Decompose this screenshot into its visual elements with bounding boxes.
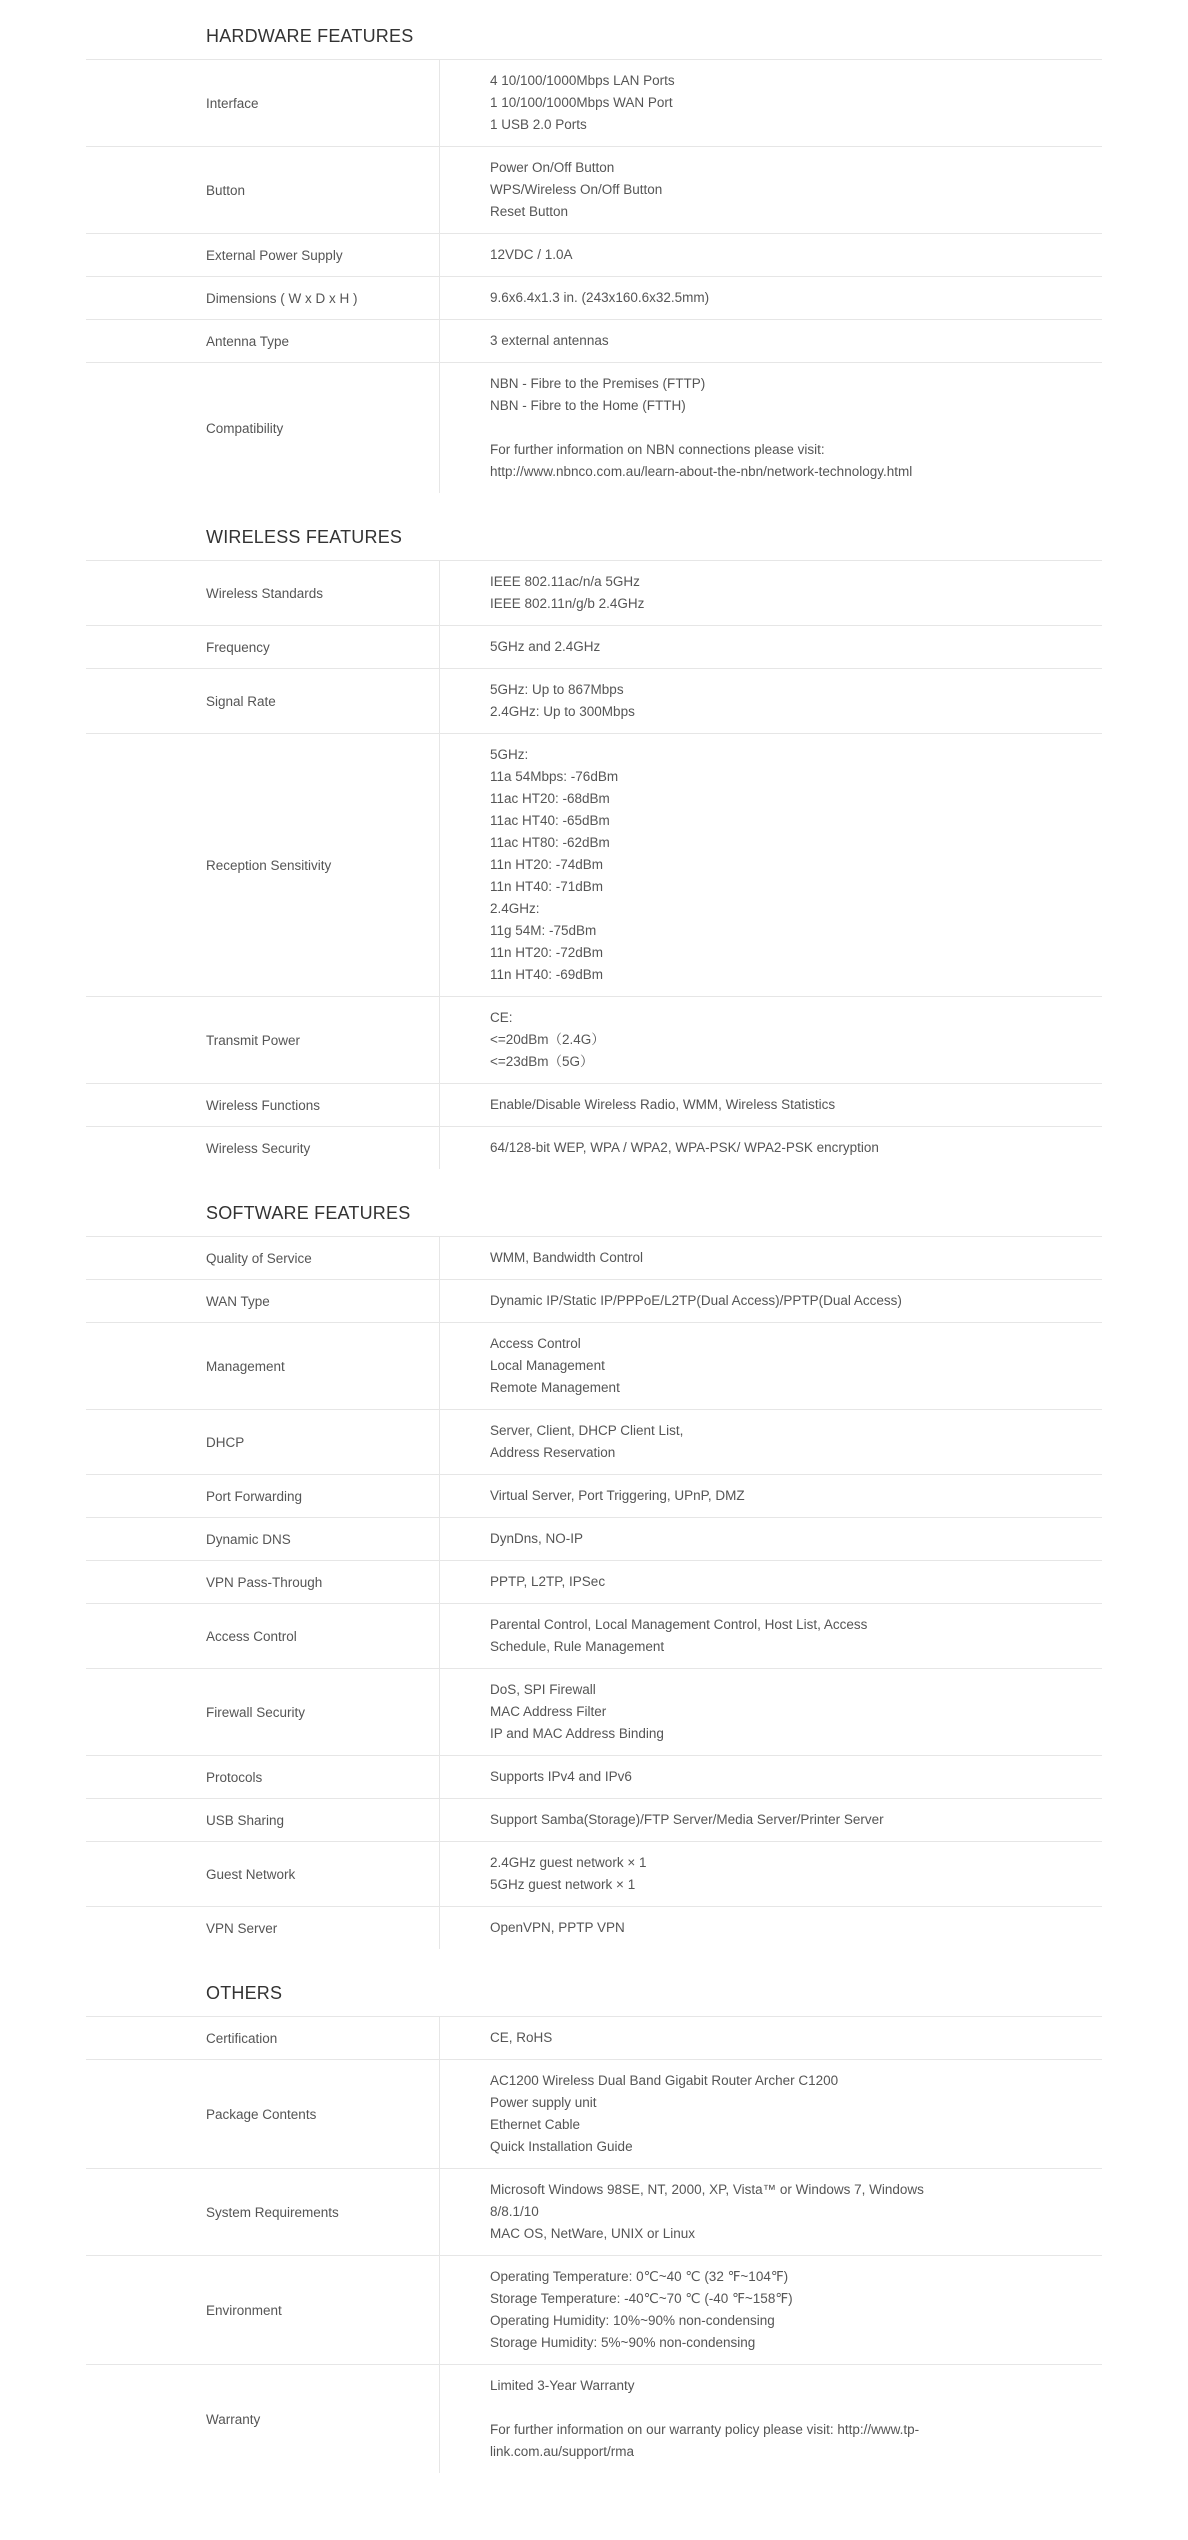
spec-label: Wireless Standards <box>86 561 440 625</box>
spec-value-line: 12VDC / 1.0A <box>490 247 573 262</box>
spec-value <box>440 2256 980 2364</box>
spec-value-line: Supports IPv4 and IPv6 <box>490 1769 632 1784</box>
spec-row-guest-network <box>86 1841 1102 1906</box>
spec-value-line: 5GHz and 2.4GHz <box>490 639 601 654</box>
spec-value-line: IP and MAC Address Binding <box>490 1726 664 1741</box>
spec-value <box>440 1323 980 1409</box>
section-title: HARDWARE FEATURES <box>206 26 414 46</box>
spec-label: DHCP <box>86 1410 440 1474</box>
spec-label: Interface <box>86 60 440 146</box>
spec-row-environment <box>86 2255 1102 2364</box>
spec-value-line: Operating Humidity: 10%~90% non-condensing <box>490 2313 775 2328</box>
spec-label: WAN Type <box>86 1280 440 1322</box>
spec-label: Wireless Security <box>86 1127 440 1169</box>
spec-value <box>440 1669 980 1755</box>
spec-value-line: 11a 54Mbps: -76dBm <box>490 769 619 784</box>
spec-value <box>440 1756 980 1798</box>
spec-value-line: Dynamic IP/Static IP/PPPoE/L2TP(Dual Access)/PPTP(Dual Access) <box>490 1293 902 1308</box>
spec-value-line: 11n HT40: -69dBm <box>490 967 604 982</box>
spec-value <box>440 2169 980 2255</box>
spec-value-line: 11n HT20: -74dBm <box>490 857 604 872</box>
spec-value-line: 2.4GHz: <box>490 901 540 916</box>
spec-value-line: CE: <box>490 1010 513 1025</box>
spec-value-line: Remote Management <box>490 1380 620 1395</box>
spec-value-line: AC1200 Wireless Dual Band Gigabit Router Archer C1200 <box>490 2073 839 2088</box>
section-title: SOFTWARE FEATURES <box>206 1203 411 1223</box>
spec-value-line: 11g 54M: -75dBm <box>490 923 597 938</box>
spec-label: Warranty <box>86 2365 440 2473</box>
spec-row-warranty <box>86 2364 1102 2473</box>
spec-value <box>440 1604 980 1668</box>
spec-row-vpn-pass-through <box>86 1560 1102 1603</box>
spec-value <box>440 2017 980 2059</box>
spec-value-line: PPTP, L2TP, IPSec <box>490 1574 606 1589</box>
spec-value-line <box>490 2397 960 2419</box>
spec-value-line: 5GHz: Up to 867Mbps <box>490 682 624 697</box>
spec-label: Port Forwarding <box>86 1475 440 1517</box>
spec-value <box>440 1561 980 1603</box>
spec-value <box>440 1280 980 1322</box>
spec-value-line: 64/128-bit WEP, WPA / WPA2, WPA-PSK/ WPA2-PSK encryption <box>490 1140 879 1155</box>
spec-value-line: 11n HT20: -72dBm <box>490 945 604 960</box>
spec-label: Compatibility <box>86 363 440 493</box>
spec-value-line: Virtual Server, Port Triggering, UPnP, DMZ <box>490 1488 745 1503</box>
section-software-features <box>86 1199 1102 1949</box>
spec-value-line: Power supply unit <box>490 2095 597 2110</box>
spec-value <box>440 1475 980 1517</box>
spec-value-line: 11n HT40: -71dBm <box>490 879 604 894</box>
spec-value-line: 5GHz guest network × 1 <box>490 1877 636 1892</box>
spec-value <box>440 561 980 625</box>
spec-label: System Requirements <box>86 2169 440 2255</box>
spec-row-external-power-supply <box>86 233 1102 276</box>
spec-row-interface <box>86 59 1102 146</box>
spec-row-wireless-security <box>86 1126 1102 1169</box>
spec-value-line <box>490 417 960 439</box>
spec-value <box>440 734 980 996</box>
spec-label: Reception Sensitivity <box>86 734 440 996</box>
spec-value-line: 9.6x6.4x1.3 in. (243x160.6x32.5mm) <box>490 290 710 305</box>
spec-value-line: For further information on our warranty policy please visit: http://www.tp- <box>490 2422 920 2437</box>
spec-value-line: 1 USB 2.0 Ports <box>490 117 587 132</box>
spec-value <box>440 1410 980 1474</box>
spec-value-line: IEEE 802.11n/g/b 2.4GHz <box>490 596 645 611</box>
spec-row-quality-of-service <box>86 1236 1102 1279</box>
spec-value-line: 11ac HT80: -62dBm <box>490 835 610 850</box>
spec-value-line: <=20dBm（2.4G） <box>490 1032 605 1047</box>
spec-label: Wireless Functions <box>86 1084 440 1126</box>
section-others <box>86 1979 1102 2473</box>
spec-row-management <box>86 1322 1102 1409</box>
spec-label: Dimensions ( W x D x H ) <box>86 277 440 319</box>
spec-value-line: Operating Temperature: 0℃~40 ℃ (32 ℉~104℉) <box>490 2269 789 2284</box>
spec-label: Signal Rate <box>86 669 440 733</box>
spec-value-line: 4 10/100/1000Mbps LAN Ports <box>490 73 675 88</box>
spec-row-vpn-server <box>86 1906 1102 1949</box>
spec-label: Protocols <box>86 1756 440 1798</box>
spec-value <box>440 997 980 1083</box>
spec-value <box>440 234 980 276</box>
spec-value-line: 5GHz: <box>490 747 529 762</box>
spec-row-compatibility <box>86 362 1102 493</box>
spec-row-wan-type <box>86 1279 1102 1322</box>
spec-row-package-contents <box>86 2059 1102 2168</box>
spec-value-line: Parental Control, Local Management Control, Host List, Access <box>490 1617 868 1632</box>
spec-value-line: MAC OS, NetWare, UNIX or Linux <box>490 2226 696 2241</box>
spec-value-line: <=23dBm（5G） <box>490 1054 594 1069</box>
spec-value-line: 2.4GHz: Up to 300Mbps <box>490 704 635 719</box>
spec-value-line: For further information on NBN connections please visit: <box>490 442 825 457</box>
spec-value <box>440 1907 980 1949</box>
spec-value-line: Support Samba(Storage)/FTP Server/Media Server/Printer Server <box>490 1812 884 1827</box>
spec-value <box>440 1237 980 1279</box>
spec-row-dimensions-w-x-d-x-h <box>86 276 1102 319</box>
spec-row-signal-rate <box>86 668 1102 733</box>
spec-row-dynamic-dns <box>86 1517 1102 1560</box>
spec-label: VPN Server <box>86 1907 440 1949</box>
spec-value-line: OpenVPN, PPTP VPN <box>490 1920 625 1935</box>
spec-value-line: Microsoft Windows 98SE, NT, 2000, XP, Vista™ or Windows 7, Windows <box>490 2182 924 2197</box>
spec-value-line: WPS/Wireless On/Off Button <box>490 182 663 197</box>
spec-row-wireless-standards <box>86 560 1102 625</box>
spec-label: VPN Pass-Through <box>86 1561 440 1603</box>
spec-row-antenna-type <box>86 319 1102 362</box>
spec-label: Antenna Type <box>86 320 440 362</box>
section-title: WIRELESS FEATURES <box>206 527 403 547</box>
spec-value-line: IEEE 802.11ac/n/a 5GHz <box>490 574 640 589</box>
spec-value-line: Server, Client, DHCP Client List, <box>490 1423 684 1438</box>
spec-row-wireless-functions <box>86 1083 1102 1126</box>
spec-value-line: Local Management <box>490 1358 605 1373</box>
spec-row-certification <box>86 2016 1102 2059</box>
spec-label: Firewall Security <box>86 1669 440 1755</box>
spec-label: Frequency <box>86 626 440 668</box>
spec-value-line: NBN - Fibre to the Premises (FTTP) <box>490 376 706 391</box>
spec-value-line: CE, RoHS <box>490 2030 553 2045</box>
spec-value <box>440 2060 980 2168</box>
spec-value-line: 11ac HT20: -68dBm <box>490 791 610 806</box>
spec-value <box>440 1799 980 1841</box>
spec-value-line: 3 external antennas <box>490 333 609 348</box>
spec-value-line: http://www.nbnco.com.au/learn-about-the-nbn/network-technology.html <box>490 464 913 479</box>
spec-label: USB Sharing <box>86 1799 440 1841</box>
spec-value-line: Storage Humidity: 5%~90% non-condensing <box>490 2335 756 2350</box>
spec-row-button <box>86 146 1102 233</box>
spec-row-system-requirements <box>86 2168 1102 2255</box>
spec-value-line: 2.4GHz guest network × 1 <box>490 1855 647 1870</box>
spec-value <box>440 277 980 319</box>
spec-value-line: link.com.au/support/rma <box>490 2444 635 2459</box>
spec-value-line: Address Reservation <box>490 1445 616 1460</box>
spec-row-access-control <box>86 1603 1102 1668</box>
spec-value-line: Quick Installation Guide <box>490 2139 633 2154</box>
spec-row-frequency <box>86 625 1102 668</box>
spec-value-line: Ethernet Cable <box>490 2117 581 2132</box>
spec-value-line: MAC Address Filter <box>490 1704 607 1719</box>
section-wireless-features <box>86 523 1102 1169</box>
spec-value-line: 8/8.1/10 <box>490 2204 539 2219</box>
spec-value <box>440 669 980 733</box>
spec-row-dhcp <box>86 1409 1102 1474</box>
spec-value-line: Enable/Disable Wireless Radio, WMM, Wireless Statistics <box>490 1097 836 1112</box>
spec-label: External Power Supply <box>86 234 440 276</box>
spec-value <box>440 1127 980 1169</box>
spec-row-firewall-security <box>86 1668 1102 1755</box>
spec-value <box>440 1842 980 1906</box>
spec-label: Management <box>86 1323 440 1409</box>
spec-row-usb-sharing <box>86 1798 1102 1841</box>
spec-label: Dynamic DNS <box>86 1518 440 1560</box>
spec-label: Environment <box>86 2256 440 2364</box>
spec-label: Quality of Service <box>86 1237 440 1279</box>
spec-value-line: Access Control <box>490 1336 581 1351</box>
spec-value <box>440 320 980 362</box>
spec-value-line: 11ac HT40: -65dBm <box>490 813 610 828</box>
spec-value-line: Storage Temperature: -40℃~70 ℃ (-40 ℉~158℉) <box>490 2291 793 2306</box>
spec-value <box>440 1518 980 1560</box>
spec-value-line: DoS, SPI Firewall <box>490 1682 596 1697</box>
spec-label: Button <box>86 147 440 233</box>
spec-row-reception-sensitivity <box>86 733 1102 996</box>
section-hardware-features <box>86 22 1102 493</box>
spec-value-line: 1 10/100/1000Mbps WAN Port <box>490 95 673 110</box>
spec-value-line: Schedule, Rule Management <box>490 1639 665 1654</box>
spec-value <box>440 147 980 233</box>
spec-value <box>440 626 980 668</box>
spec-row-protocols <box>86 1755 1102 1798</box>
spec-value-line: DynDns, NO-IP <box>490 1531 584 1546</box>
spec-value <box>440 1084 980 1126</box>
spec-label: Package Contents <box>86 2060 440 2168</box>
spec-value-line: Reset Button <box>490 204 569 219</box>
spec-label: Transmit Power <box>86 997 440 1083</box>
spec-label: Access Control <box>86 1604 440 1668</box>
spec-value-line: WMM, Bandwidth Control <box>490 1250 644 1265</box>
spec-label: Guest Network <box>86 1842 440 1906</box>
spec-label: Certification <box>86 2017 440 2059</box>
section-title: OTHERS <box>206 1983 283 2003</box>
spec-value <box>440 363 980 493</box>
spec-row-port-forwarding <box>86 1474 1102 1517</box>
spec-value-line: NBN - Fibre to the Home (FTTH) <box>490 398 686 413</box>
spec-value <box>440 2365 980 2473</box>
spec-value-line: Limited 3-Year Warranty <box>490 2378 635 2393</box>
spec-value <box>440 60 980 146</box>
spec-row-transmit-power <box>86 996 1102 1083</box>
spec-value-line: Power On/Off Button <box>490 160 615 175</box>
